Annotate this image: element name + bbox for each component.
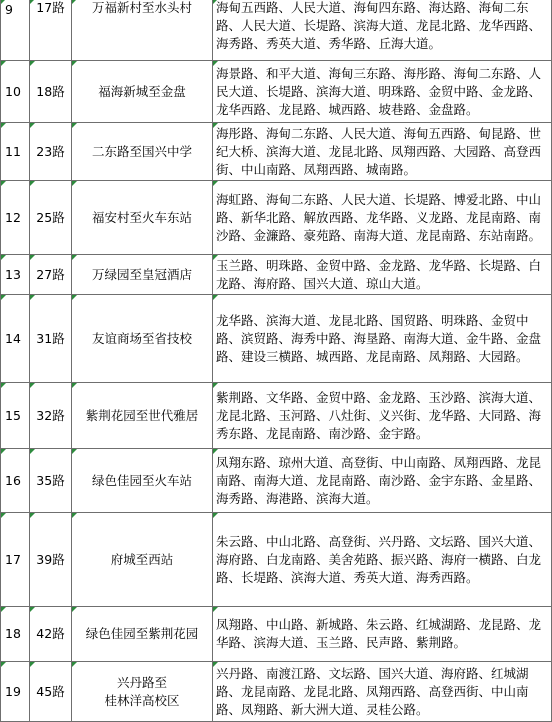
row-index-cell <box>1 607 30 662</box>
row-index-cell <box>1 255 30 295</box>
route-stops-cell <box>213 61 552 123</box>
route-number-text: 39路 <box>36 551 65 567</box>
route-number-cell <box>30 123 72 181</box>
route-stops-cell <box>213 181 552 255</box>
route-number-text: 45路 <box>36 683 65 699</box>
table-row <box>1 449 552 513</box>
row-index-text: 18 <box>5 626 21 641</box>
cell-corner-marker-icon <box>213 123 218 128</box>
route-stops-text: 兴丹路、南渡江路、文坛路、国兴大道、海府路、红城湖路、龙昆南路、龙昆北路、凤翔西路、高登西街、中山南路、凤翔路、新大洲大道、灵桂公路。 <box>216 665 529 717</box>
cell-corner-marker-icon <box>72 61 77 66</box>
cell-corner-marker-icon <box>72 383 77 388</box>
route-stops-cell <box>213 255 552 295</box>
row-index-text: 14 <box>5 330 21 346</box>
route-number-cell <box>30 295 72 383</box>
table-row <box>1 61 552 123</box>
cell-corner-marker-icon <box>1 662 6 667</box>
row-index-text: 12 <box>5 209 21 225</box>
route-stops-text: 海虹路、海甸二东路、人民大道、长堤路、博爱北路、中山路、新华北路、解放西路、龙华路、义龙路、龙昆南路、南沙路、金濂路、豪苑路、南海大道、龙昆南路、东站南路。 <box>216 191 542 243</box>
route-stops-text: 龙华路、滨海大道、龙昆北路、国贸路、明珠路、金贸中路、滨贸路、海秀中路、海垦路、南海大道、金牛路、金盘路、建设三横路、城西路、龙昆南路、凤翔路、大园路。 <box>216 312 542 364</box>
route-endpoints-text: 桂林洋高校区 <box>104 692 180 708</box>
cell-corner-marker-icon <box>72 662 77 667</box>
row-index-text: 17 <box>5 551 21 567</box>
route-endpoints-text: 友谊商场至省技校 <box>91 330 192 346</box>
route-endpoints-text: 万福新村至水头村 <box>91 0 192 15</box>
cell-corner-marker-icon <box>213 0 218 4</box>
route-stops-cell <box>213 513 552 607</box>
route-endpoints-text: 紫荆花园至世代雅居 <box>85 407 199 423</box>
route-endpoints-cell <box>72 123 213 181</box>
route-stops-text: 朱云路、中山北路、高登街、兴丹路、文坛路、国兴大道、海府路、白龙南路、美舍苑路、振兴路、海府一横路、白龙路、长堤路、滨海大道、秀英大道、海秀西路。 <box>216 533 542 585</box>
cell-corner-marker-icon <box>1 255 6 260</box>
cell-corner-marker-icon <box>213 383 218 388</box>
table-row <box>1 513 552 607</box>
cell-corner-marker-icon <box>30 383 35 388</box>
cell-corner-marker-icon <box>1 123 6 128</box>
table-body <box>1 0 552 722</box>
route-stops-cell <box>213 607 552 662</box>
route-endpoints-cell <box>72 255 213 295</box>
route-stops-text: 凤翔路、中山路、新城路、朱云路、红城湖路、龙昆路、龙华路、滨海大道、玉兰路、民声路、紫荆路。 <box>216 617 542 650</box>
route-endpoints-text: 福海新城至金盘 <box>98 83 186 99</box>
cell-corner-marker-icon <box>1 513 6 518</box>
route-stops-text: 紫荆路、文华路、金贸中路、金龙路、玉沙路、滨海大道、龙昆北路、玉河路、八灶街、义兴街、龙华路、大同路、海秀东路、龙昆南路、南沙路、金宇路。 <box>216 389 542 441</box>
table-row <box>1 123 552 181</box>
cell-corner-marker-icon <box>213 513 218 518</box>
route-stops-text: 海彤路、海甸二东路、人民大道、海甸五西路、甸昆路、世纪大桥、滨海大道、龙昆北路、凤翔西路、大园路、高登西街、中山南路、凤翔西路、城南路。 <box>216 125 542 177</box>
route-stops-text: 海景路、和平大道、海甸三东路、海彤路、海甸二东路、人民大道、长堤路、滨海大道、明珠路、金贸中路、金龙路、龙华西路、龙昆路、城西路、坡巷路、金盘路。 <box>216 65 542 117</box>
table-row <box>1 255 552 295</box>
route-number-text: 25路 <box>36 209 65 225</box>
route-stops-cell <box>213 123 552 181</box>
cell-corner-marker-icon <box>30 255 35 260</box>
table-row <box>1 383 552 449</box>
route-stops-cell <box>213 383 552 449</box>
route-number-text: 27路 <box>36 266 65 282</box>
cell-corner-marker-icon <box>1 607 6 612</box>
cell-corner-marker-icon <box>213 607 218 612</box>
route-number-cell <box>30 181 72 255</box>
row-index-cell <box>1 513 30 607</box>
route-endpoints-text: 万绿园至皇冠酒店 <box>91 266 192 282</box>
cell-corner-marker-icon <box>213 662 218 667</box>
route-number-text: 35路 <box>36 472 65 488</box>
route-number-cell <box>30 383 72 449</box>
cell-corner-marker-icon <box>30 181 35 186</box>
route-number-cell <box>30 607 72 662</box>
route-endpoints-cell <box>72 513 213 607</box>
route-endpoints-cell <box>72 0 213 61</box>
row-index-text: 9 <box>5 2 13 17</box>
route-endpoints-text: 福安村至火车东站 <box>91 209 192 225</box>
cell-corner-marker-icon <box>72 449 77 454</box>
route-stops-cell <box>213 295 552 383</box>
route-number-text: 18路 <box>36 83 65 99</box>
cell-corner-marker-icon <box>213 295 218 300</box>
route-number-text: 23路 <box>36 143 65 159</box>
cell-corner-marker-icon <box>30 513 35 518</box>
row-index-cell <box>1 123 30 181</box>
cell-corner-marker-icon <box>30 0 35 4</box>
route-number-cell <box>30 513 72 607</box>
route-stops-text: 玉兰路、明珠路、金贸中路、金龙路、龙华路、长堤路、白龙路、海府路、国兴大道、琼山大道。 <box>216 257 542 291</box>
row-index-text: 10 <box>5 83 21 99</box>
route-stops-cell <box>213 0 552 61</box>
row-index-cell <box>1 181 30 255</box>
row-index-cell <box>1 449 30 513</box>
cell-corner-marker-icon <box>30 607 35 612</box>
cell-corner-marker-icon <box>213 255 218 260</box>
route-number-text: 31路 <box>36 330 65 346</box>
route-number-cell <box>30 61 72 123</box>
cell-corner-marker-icon <box>72 123 77 128</box>
cell-corner-marker-icon <box>1 449 6 454</box>
route-number-text: 32路 <box>36 407 65 423</box>
row-index-text: 11 <box>5 143 21 159</box>
row-index-text: 13 <box>5 266 21 282</box>
row-index-text: 15 <box>5 407 21 423</box>
route-stops-cell <box>213 449 552 513</box>
row-index-text: 19 <box>5 683 21 699</box>
route-stops-text: 海甸五西路、人民大道、海甸四东路、海达路、海甸二东路、人民大道、长堤路、滨海大道、龙昆北路、龙华西路、海秀路、秀英大道、秀华路、丘海大道。 <box>216 0 542 51</box>
route-number-cell <box>30 449 72 513</box>
cell-corner-marker-icon <box>30 123 35 128</box>
row-index-cell <box>1 383 30 449</box>
route-number-cell <box>30 255 72 295</box>
cell-corner-marker-icon <box>30 449 35 454</box>
cell-corner-marker-icon <box>72 181 77 186</box>
row-index-cell <box>1 295 30 383</box>
route-endpoints-text: 兴丹路至 <box>116 674 167 690</box>
cell-corner-marker-icon <box>213 449 218 454</box>
table-row <box>1 295 552 383</box>
route-endpoints-cell <box>72 449 213 513</box>
cell-corner-marker-icon <box>72 607 77 612</box>
row-index-cell <box>1 61 30 123</box>
cell-corner-marker-icon <box>1 295 6 300</box>
cell-corner-marker-icon <box>30 662 35 667</box>
route-endpoints-text: 府城至西站 <box>110 551 174 567</box>
cell-corner-marker-icon <box>72 295 77 300</box>
route-endpoints-text: 绿色佳园至火车站 <box>91 472 192 488</box>
route-number-cell <box>30 0 72 61</box>
cell-corner-marker-icon <box>30 61 35 66</box>
route-endpoints-cell <box>72 607 213 662</box>
cell-corner-marker-icon <box>30 295 35 300</box>
cell-corner-marker-icon <box>72 513 77 518</box>
cell-corner-marker-icon <box>72 255 77 260</box>
route-endpoints-text: 二东路至国兴中学 <box>91 143 192 159</box>
route-endpoints-text: 绿色佳园至紫荆花园 <box>85 626 199 641</box>
route-number-text: 17路 <box>36 0 65 15</box>
cell-corner-marker-icon <box>213 61 218 66</box>
route-endpoints-cell <box>72 181 213 255</box>
cell-corner-marker-icon <box>1 181 6 186</box>
cell-corner-marker-icon <box>72 0 77 4</box>
table-row <box>1 181 552 255</box>
cell-corner-marker-icon <box>213 181 218 186</box>
route-endpoints-cell <box>72 61 213 123</box>
route-number-text: 42路 <box>36 626 65 641</box>
row-index-text: 16 <box>5 472 21 488</box>
cell-corner-marker-icon <box>1 61 6 66</box>
route-endpoints-cell <box>72 295 213 383</box>
route-endpoints-cell <box>72 383 213 449</box>
row-index-cell <box>1 0 30 61</box>
route-stops-text: 凤翔东路、琼州大道、高登街、中山南路、凤翔西路、龙昆南路、南海大道、龙昆南路、南沙路、金宇东路、金星路、海秀路、海港路、滨海大道。 <box>216 454 542 506</box>
table-row <box>1 0 552 61</box>
cell-corner-marker-icon <box>1 0 6 4</box>
cell-corner-marker-icon <box>1 383 6 388</box>
table-row <box>1 607 552 662</box>
